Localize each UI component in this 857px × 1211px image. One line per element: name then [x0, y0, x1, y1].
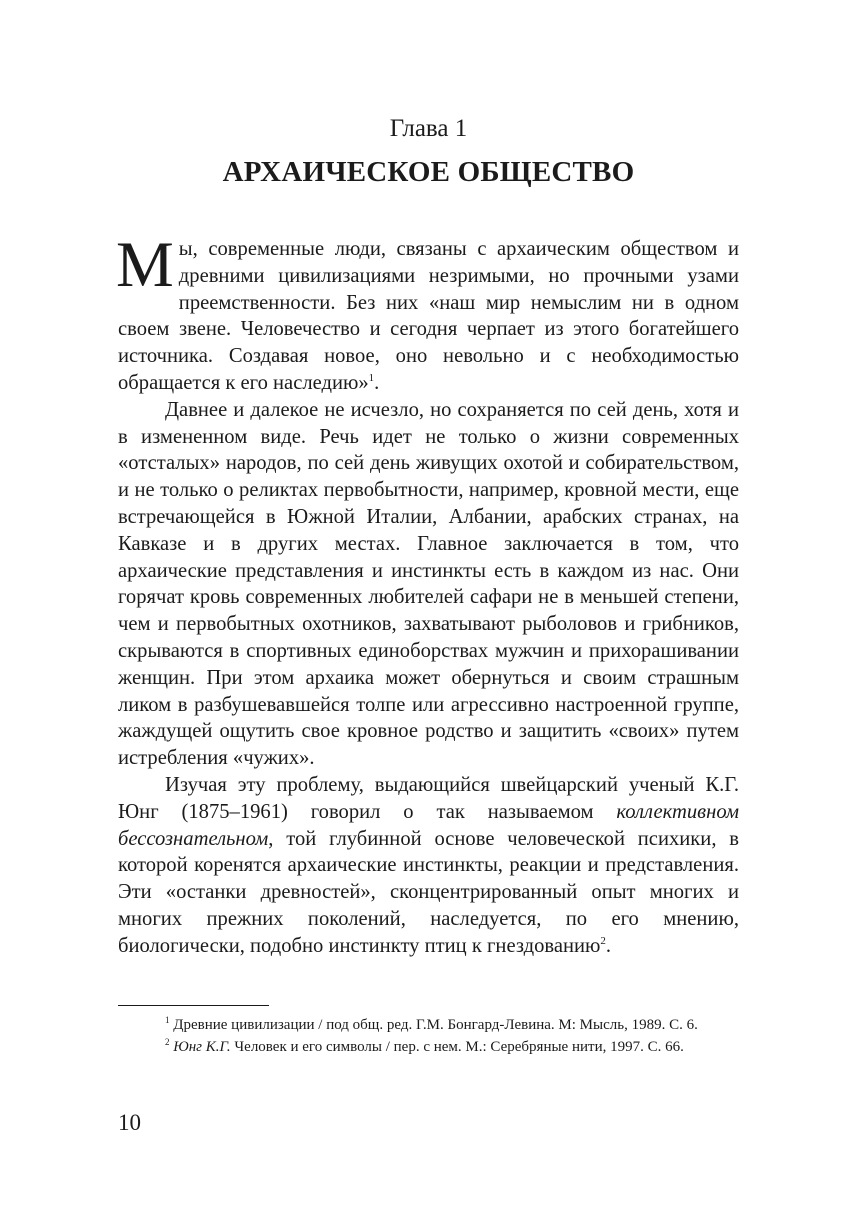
footnote-1 — [118, 1014, 739, 1036]
footnotes — [118, 1014, 739, 1058]
paragraph-2: Давнее и далекое не исчезло, но сохраняется по сей день, хотя и в измененном виде. Речь идет не только о жизни современных «отсталых» народов, по сей день живущих охотой и собирательством, и не только о реликтах первобытности, например, кровной мести, еще встречающейся в Южной Италии, Албании, арабских странах, на Кавказе и в других местах. Главное заключается в том, что архаические представления и инстинкты есть в каждом из нас. Они горячат кровь современных любителей сафари не в меньшей степени, чем и первобытных охотников, захватывают рыболовов и грибников, скрываются в спортивных единоборствах мужчин и прихорашивании женщин. При этом архаика может обернуться и своим страшным ликом в разбушевавшейся толпе или агрессивно настроенной группе, жаждущей ощутить свое кровное родство и защитить «своих» путем истребления «чужих». — [118, 398, 739, 770]
footnote-2-number: 2 — [165, 1037, 170, 1047]
footnote-2 — [118, 1036, 739, 1058]
footnote-divider — [118, 1005, 269, 1006]
chapter-title: АРХАИЧЕСКОЕ ОБЩЕСТВО — [222, 156, 635, 188]
paragraph-3-text-after: , той глубинной основе человеческой психики, в которой коренятся архаические инстинкты, реакции и представления. Эти «останки древностей», сконцентрированный опыт многих и многих прежних поколений, наследуется, по его мнению, биологически, подобно инстинкту птиц к гнездованию — [118, 827, 739, 957]
paragraph-1-tail: . — [374, 371, 380, 394]
paragraph-1 — [116, 229, 739, 397]
footnote-2-author: Юнг К.Г. — [169, 1039, 231, 1055]
paragraph-1-text: ы, современные люди, связаны с архаическим обществом и древними цивилизациями незримыми, но прочными узами преемственности. Без них «наш мир немыслим ни в одном своем звене. Человечество и сегодня черпает из этого богатейшего источника. Создавая новое, оно невольно и с необходимостью обращается к его наследию» — [118, 238, 739, 394]
page-number: 10 — [118, 1110, 141, 1135]
body-text — [116, 229, 739, 960]
paragraph-3 — [118, 772, 739, 960]
footnote-1-text: Древние цивилизации / под общ. ред. Г.М. Бонгард-Левина. М: Мысль, 1989. С. 6. — [169, 1017, 698, 1033]
paragraph-3-tail: . — [605, 934, 612, 957]
footnote-ref-2[interactable]: 2 — [600, 934, 606, 947]
footnote-1-number: 1 — [165, 1015, 170, 1025]
chapter-label: Глава 1 — [389, 115, 468, 142]
paragraph-3-italic-term: коллективном бессознательном — [118, 800, 739, 850]
footnote-ref-1[interactable]: 1 — [368, 371, 375, 384]
paragraph-3-text-before: Изучая эту проблему, выдающийся швейцарский ученый К.Г. Юнг (1875–1961) говорил о так называемом — [118, 773, 739, 823]
drop-cap: М — [116, 229, 174, 301]
footnote-2-text: Человек и его символы / пер. с нем. М.: Серебряные нити, 1997. С. 66. — [230, 1039, 684, 1055]
